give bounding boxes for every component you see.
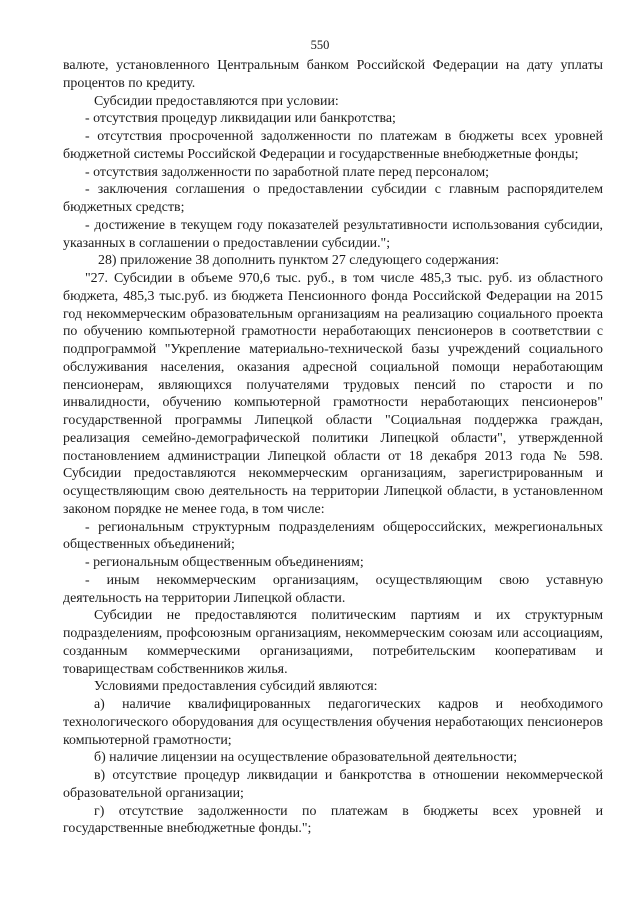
- paragraph: а) наличие квалифицированных педагогических кадров и необходимого технологического оборудования для осуществления обучения неработающих пенсионеров компьютерной грамотности;: [63, 697, 603, 748]
- paragraph: б) наличие лицензии на осуществление образовательной деятельности;: [94, 750, 518, 766]
- paragraph: - региональным общественным объединениям;: [85, 555, 364, 570]
- paragraph: в) отсутствие процедур ликвидации и банкротства в отношении некоммерческой образовательной организации;: [63, 768, 603, 801]
- paragraph: Субсидии не предоставляются политическим партиям и их структурным подразделениям, профсоюзным организациям, некоммерческим союзам или ассоциациям, созданным коммерческими организациями, потребительским кооперативам и товариществам собственников жилья.: [63, 608, 603, 677]
- paragraph: 28) приложение 38 дополнить пунктом 27 следующего содержания:: [98, 253, 500, 269]
- paragraph: - отсутствия задолженности по заработной плате перед персоналом;: [85, 164, 490, 180]
- paragraph: Условиями предоставления субсидий являются:: [94, 679, 378, 695]
- paragraph: - отсутствия просроченной задолженности по платежам в бюджеты всех уровней бюджетной системы Российской Федерации и государственные внебюджетные фонды;: [63, 129, 603, 162]
- paragraph: - иным некоммерческим организациям, осуществляющим свою уставную деятельность на территории Липецкой области.: [63, 572, 603, 606]
- paragraph: валюте, установленного Центральным банком Российской Федерации на дату уплаты процентов по кредиту.: [63, 58, 603, 91]
- paragraph: "27. Субсидии в объеме 970,6 тыс. руб., в том числе 485,3 тыс. руб. из областного бюджета, 485,3 тыс.руб. из бюджета Пенсионного фонда Российской Федерации на 2015 год некоммерческим образовательным организациям на реализацию социального проекта по обучению компьютерной грамотности неработающих пенсионеров в соответствии с подпрограммой "Укрепление материально-технической базы учреждений социального обслуживания населения, оказания адресной социальной помощи неработающим пенсионерам, являющихся получателями трудовых пенсий по старости и по инвалидности, обучению компьютерной грамотности неработающих пенсионеров" государственной программы Липецкой области "Социальная поддержка граждан, реализация семейно-демографической политики Липецкой области", утвержденной постановлением администрации Липецкой области от 18 декабря 2013 года № 598. Субсидии предоставляются некоммерческим организациям, зарегистрированным и осуществляющим свою деятельность на территории Липецкой области, в установленном законом порядке не менее года, в том числе:: [63, 271, 603, 517]
- paragraph: - региональным структурным подразделениям общероссийских, межрегиональных общественных объединений;: [63, 519, 603, 553]
- paragraph: Субсидии предоставляются при условии:: [94, 93, 339, 109]
- paragraph: - достижение в текущем году показателей результативности использования субсидии, указанных в соглашении о предоставлении субсидии.";: [63, 217, 603, 251]
- page-number: 550: [310, 38, 330, 52]
- paragraph: г) отсутствие задолженности по платежам в бюджеты всех уровней и государственные внебюджетные фонды.";: [63, 803, 603, 837]
- document-body: [63, 57, 603, 838]
- paragraph: - отсутствия процедур ликвидации или банкротства;: [85, 111, 396, 127]
- paragraph: - заключения соглашения о предоставлении субсидии с главным распорядителем бюджетных средств;: [63, 182, 603, 215]
